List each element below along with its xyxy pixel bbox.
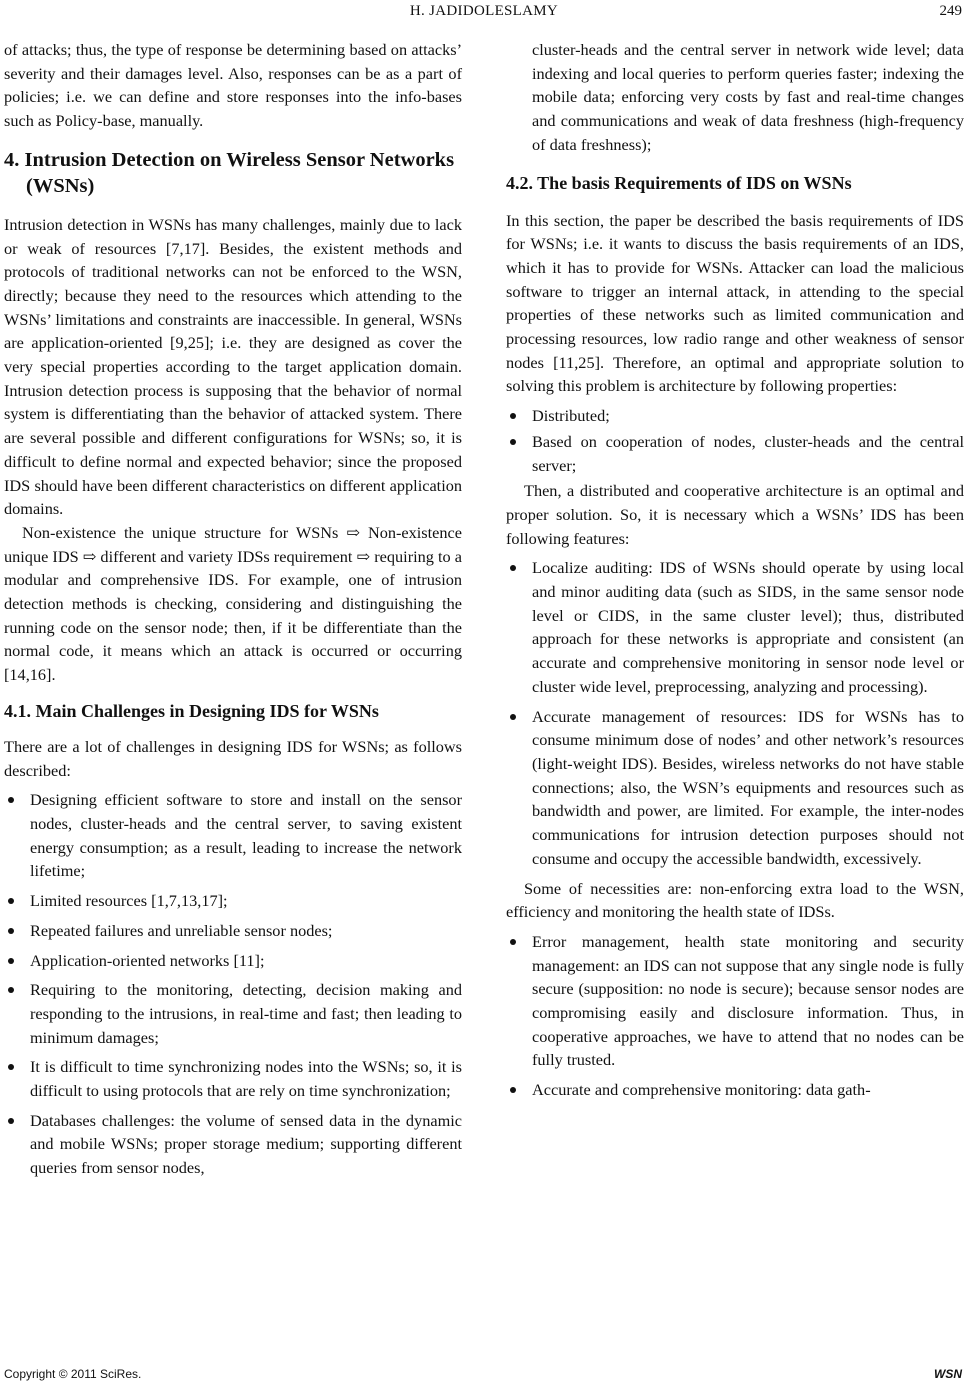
list-item: Distributed; [506,404,964,428]
bullet-icon [510,714,516,720]
list-item: It is difficult to time synchronizing nodes into the WSNs; so, it is difficult to using protocols that are rely on time synchronization; [4,1055,462,1102]
copyright: Copyright © 2011 SciRes. [4,1367,142,1381]
list-item: Databases challenges: the volume of sensed data in the dynamic and mobile WSNs; proper storage medium; supporting different queries from sensor nodes, [4,1109,462,1180]
list-item: Localize auditing: IDS of WSNs should operate by using local and minor auditing data (such as SIDS, in the same sensor node level or CIDS, in the same cluster level); thus, distributed approach for these networks is appropriate and consistent (an accurate and comprehensive monitoring in sensor node level or cluster wide level, preprocessing, analyzing and processing). [506,556,964,698]
bullet-icon [8,987,14,993]
left-column [4,38,462,1186]
bullet-icon [8,1064,14,1070]
paragraph-challenges-intro: There are a lot of challenges in designing IDS for WSNs; as follows described: [4,736,462,780]
bullet-icon [510,413,516,419]
paragraph-distributed: Then, a distributed and cooperative architecture is an optimal and proper solution. So, it is necessary which a WSNs’ IDS has been following features: [506,481,964,548]
list-item: Limited resources [1,7,13,17]; [4,889,462,913]
list-item: Designing efficient software to store and install on the sensor nodes, cluster-heads and the central server, to saving existent energy consumption; as a result, leading to increase the network lifetime; [4,788,462,883]
paragraph-requirements: In this section, the paper be described the basis requirements of IDS for WSNs; i.e. it wants to discuss the basis requirements of an IDS, which it has to provide for WSNs. Attacker can load the malicious software to trigger an internal attack, in attending to the special properties of these networks such as limited communication and processing resources, low radio range and other weakness of sensor nodes [11,25]. Therefore, an optimal and appropriate solution to solving this problem is architecture by following properties: [506,210,964,396]
journal-name: WSN [934,1367,962,1381]
paragraph-non-existence: Non-existence the unique structure for WSNs ⇨ Non-existence unique IDS ⇨ different and variety IDSs requirement ⇨ requiring to a modular and comprehensive IDS. For example, one of intrusion detection methods is checking, considering and distinguishing the running code on the sensor node; then, if it be differentiate than the normal code, it means which an attack is occurred or occurring [14,16]. [4,522,462,685]
paragraph-intrusion-detection: Intrusion detection in WSNs has many challenges, mainly due to lack or weak of resources [7,17]. Besides, the existent methods and protocols of traditional networks can not be enforced to the WSN, directly; because they need to the resources which attending to the WSNs’ limitations and constraints are inaccessible. In general, WSNs are application-oriented [9,25]; i.e. they are designed as cover the very special properties according to the target application domain. Intrusion detection process is supposing that the behavior of normal system is differentiating than the behavior of attacked system. There are several possible and different configurations for WSNs; so, it is difficult to define normal and expected behavior; since the proposed IDS should have been different characteristics on different application domains. [4,214,462,519]
bullet-icon [8,797,14,803]
list-item: Accurate and comprehensive monitoring: data gath- [506,1078,964,1102]
page-footer [0,1364,968,1384]
right-column [506,38,964,1108]
architecture-list [506,404,964,477]
bullet-icon [8,958,14,964]
bullet-icon [510,565,516,571]
running-header-author: H. JADIDOLESLAMY [409,3,559,19]
bullet-icon [8,1118,14,1124]
list-item: Application-oriented networks [11]; [4,949,462,973]
bullet-icon [8,928,14,934]
bullet-icon [510,1087,516,1093]
challenges-list [4,788,462,1180]
running-header [0,0,968,22]
list-item: Error management, health state monitoring and security management: an IDS can not suppose that any single node is fully secure (supposition: no node is secure); because sensor nodes are compromising easily and disclosure information. Thus, in cooperative approaches, we have to attend that no nodes can be fully trusted. [506,930,964,1072]
list-item: Based on cooperation of nodes, cluster-heads and the central server; [506,430,964,477]
list-item: Repeated failures and unreliable sensor nodes; [4,919,462,943]
paragraph-continued: of attacks; thus, the type of response be determining based on attacks’ severity and their damages level. Also, responses can be as a part of policies; i.e. we can define and store responses into the info-bases such as Policy-base, manually. [4,40,462,131]
bullet-icon [510,439,516,445]
section-heading-4: 4. Intrusion Detection on Wireless Sensor Networks (WSNs) [4,148,455,197]
management-list [506,930,964,1102]
page-number: 249 [939,3,962,19]
paragraph-necessities: Some of necessities are: non-enforcing extra load to the WSN, efficiency and monitoring the health state of IDSs. [506,878,964,922]
section-heading-4-2: 4.2. The basis Requirements of IDS on WSNs [506,172,852,193]
section-heading-4-1: 4.1. Main Challenges in Designing IDS for WSNs [4,700,379,721]
bullet-icon [510,939,516,945]
bullet-icon [8,898,14,904]
list-item: Requiring to the monitoring, detecting, decision making and responding to the intrusions, in real-time and fast; then leading to minimum damages; [4,978,462,1049]
paragraph-continued-bullet: cluster-heads and the central server in network wide level; data indexing and local queries to perform queries faster; indexing the mobile data; enforcing very costs by fast and real-time changes and communications and weak of data freshness (high-frequency of data freshness); [532,40,964,154]
list-item: Accurate management of resources: IDS for WSNs has to consume minimum dose of nodes’ and other network’s resources (light-weight IDS). Besides, wireless networks do not have stable connections; also, the WSN’s equipments and resources such as bandwidth and power, are limited. For example, the inter-nodes communications for intrusion detection purposes should not consume and occupy the accessible bandwidth, excessively. [506,705,964,871]
features-list [506,556,964,870]
